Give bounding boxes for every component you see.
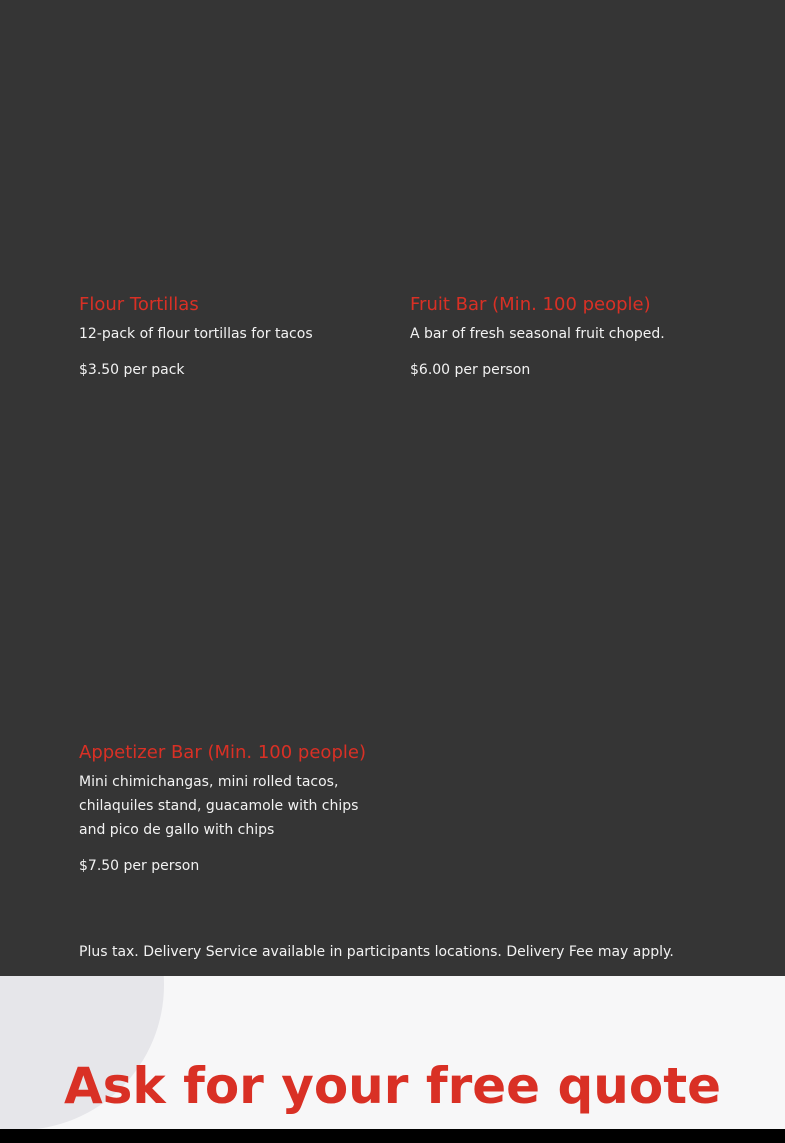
free-quote-heading: Ask for your free quote [63,1057,722,1115]
menu-item-description: 12-pack of flour tortillas for tacos [79,326,313,342]
menu-item-appetizer-bar [79,740,369,876]
menu-item-description: Mini chimichangas, mini rolled tacos, chilaquiles stand, guacamole with chips and pico de gallo with chips [79,774,359,838]
menu-item-title: Flour Tortillas [79,294,199,315]
menu-item-price: $7.50 per person [79,858,200,874]
menu-item-description: A bar of fresh seasonal fruit choped. [410,326,665,342]
menu-item-title: Appetizer Bar (Min. 100 people) [79,742,366,763]
free-quote-section [0,976,785,1129]
menu-item-fruit-bar [410,292,710,380]
menu-item-title: Fruit Bar (Min. 100 people) [410,294,651,315]
menu-item-price: $3.50 per pack [79,362,185,378]
menu-item-price: $6.00 per person [410,362,531,378]
menu-item-flour-tortillas [79,292,379,380]
bottom-divider [0,1129,785,1143]
delivery-note: Plus tax. Delivery Service available in participants locations. Delivery Fee may apply. [79,944,674,960]
